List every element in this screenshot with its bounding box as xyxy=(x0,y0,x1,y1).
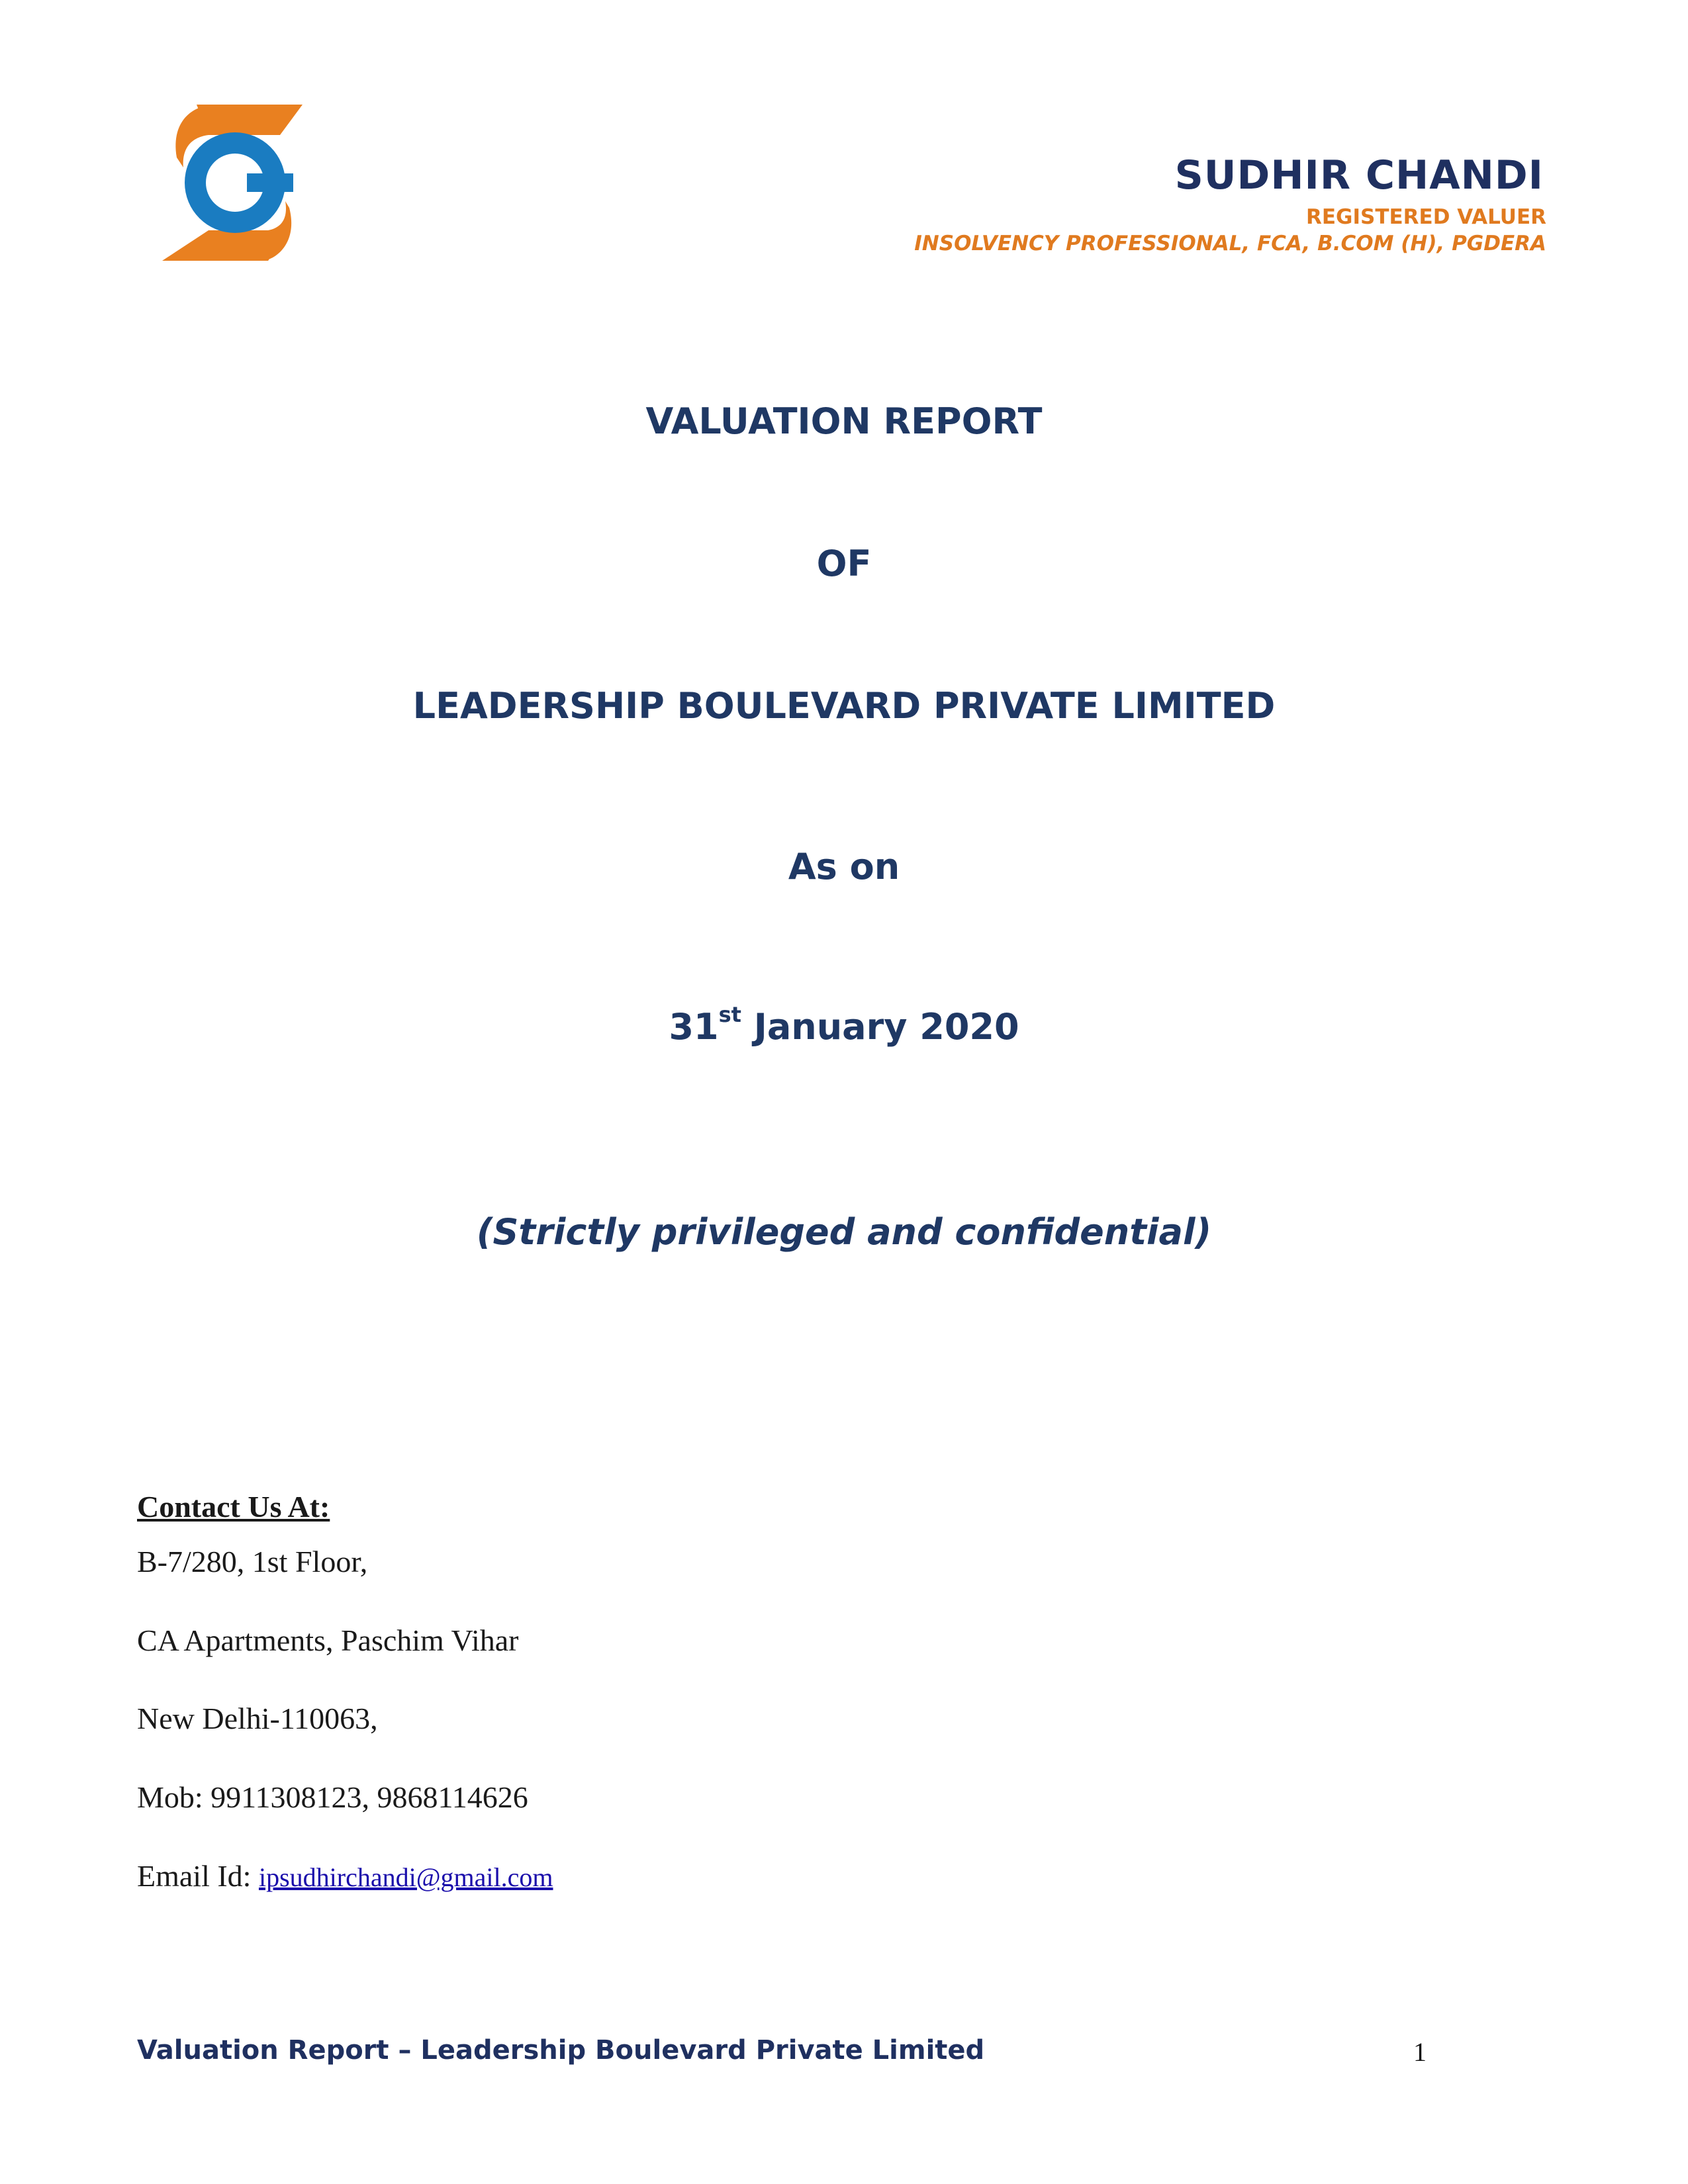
email-line xyxy=(137,1858,553,1893)
company-name: LEADERSHIP BOULEVARD PRIVATE LIMITED xyxy=(412,685,1276,727)
confidential-note: (Strictly privileged and confidential) xyxy=(476,1211,1212,1253)
company-logo xyxy=(162,105,308,261)
date-suffix: st xyxy=(718,1002,741,1027)
header-qualifications: INSOLVENCY PROFESSIONAL, FCA, B.COM (H), PGDERA xyxy=(914,232,1546,255)
page-number: 1 xyxy=(1413,2037,1427,2067)
valuation-date xyxy=(0,1002,1688,1048)
header-role: REGISTERED VALUER xyxy=(1306,205,1546,229)
header-name: SUDHIR CHANDI xyxy=(1174,152,1544,199)
mobile-numbers: Mob: 9911308123, 9868114626 xyxy=(137,1780,528,1814)
email-link[interactable]: ipsudhirchandi@gmail.com xyxy=(258,1862,553,1892)
as-on-label: As on xyxy=(788,846,900,887)
email-label: Email Id: xyxy=(137,1859,259,1893)
date-day: 31 xyxy=(669,1006,719,1048)
contact-heading: Contact Us At: xyxy=(137,1490,330,1524)
date-month-year: January 2020 xyxy=(741,1006,1019,1048)
address-line-1: B-7/280, 1st Floor, xyxy=(137,1545,368,1578)
report-title: VALUATION REPORT xyxy=(645,400,1043,442)
address-line-3: New Delhi-110063, xyxy=(137,1702,378,1735)
footer-title: Valuation Report – Leadership Boulevard Private Limited xyxy=(137,2035,985,2066)
report-title-of: OF xyxy=(816,543,872,584)
address-line-2: CA Apartments, Paschim Vihar xyxy=(137,1623,519,1657)
